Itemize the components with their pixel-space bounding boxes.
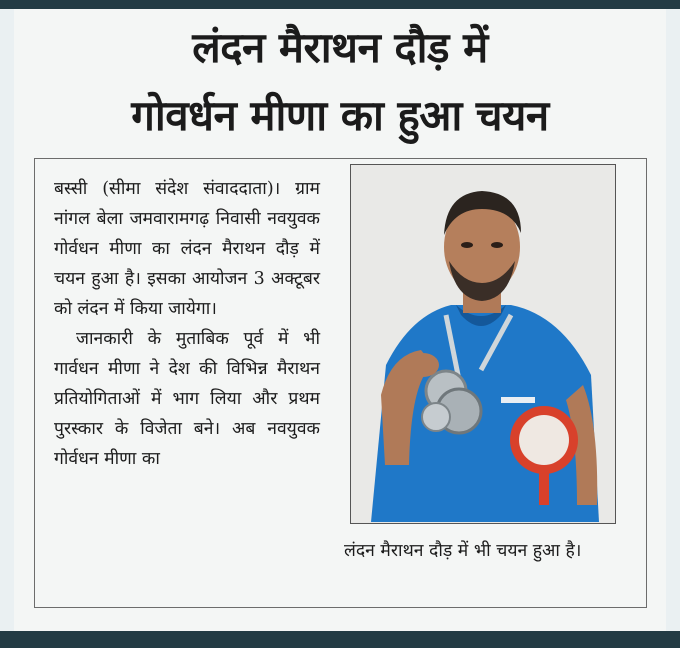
- article-body: [54, 174, 320, 474]
- headline-line-1: लंदन मैराथन दौड़ में: [192, 23, 488, 72]
- paragraph-2: जानकारी के मुताबिक पूर्व में भी गार्वधन मीणा ने देश की विभिन्न मैराथन प्रतियोगिताओं में भाग लिया और प्रथम पुरस्कार के विजेता बने। अब नवयुवक गोर्वधन मीणा का: [54, 329, 320, 469]
- runner-illustration: [351, 165, 614, 522]
- photo-caption: लंदन मैराथन दौड़ में भी चयन हुआ है।: [344, 541, 582, 561]
- headline: [30, 14, 650, 150]
- headline-line-2: गोवर्धन मीणा का हुआ चयन: [131, 91, 549, 140]
- screen-frame-top: [0, 0, 680, 9]
- paragraph-1: बस्सी (सीमा संदेश संवाददाता)। ग्राम नांगल बेला जमवारामगढ़ निवासी नवयुवक गोर्वधन मीणा का लंदन मैराथन दौड़ में चयन हुआ है। इसका आयोजन 3 अक्टूबर को लंदन में किया जायेगा।: [54, 179, 320, 319]
- runner-photo: [350, 164, 616, 524]
- screen-frame-bottom: [0, 631, 680, 648]
